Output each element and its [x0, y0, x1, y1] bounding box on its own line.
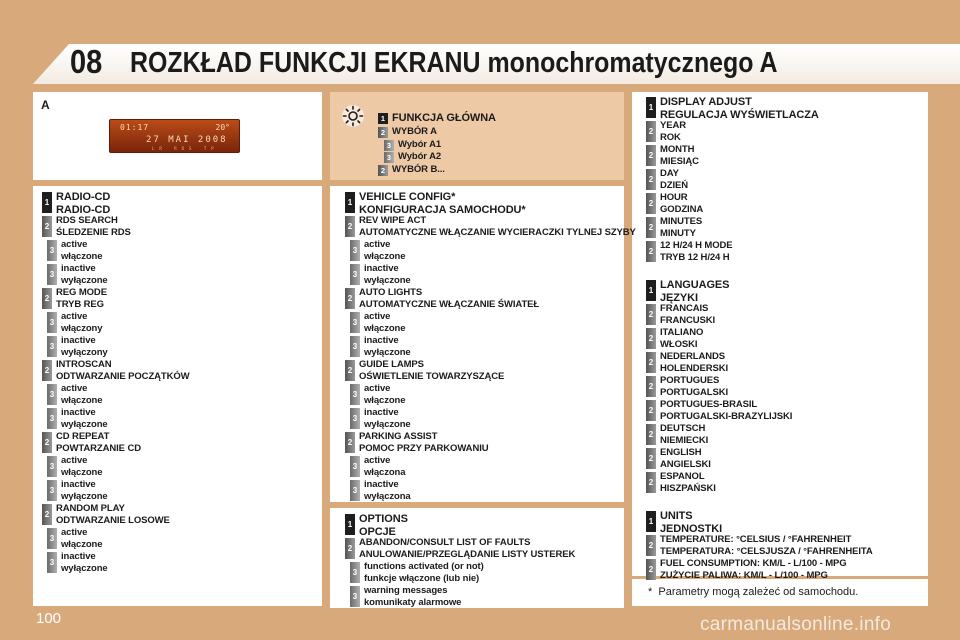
entry-line: HOUR: [660, 192, 688, 203]
level-2-badge: 2: [42, 360, 52, 381]
level-2-badge: 2: [646, 169, 656, 190]
display-adjust-entry: [660, 96, 819, 121]
lcd-indicators: LR RDS TP: [152, 146, 219, 151]
entry-line: ODTWARZANIE LOSOWE: [56, 514, 170, 526]
entry-line: DISPLAY ADJUST: [660, 96, 752, 108]
main-function-entry: [398, 139, 441, 151]
footnote-text: Parametry mogą zależeć od samochodu.: [658, 586, 859, 598]
entry-line: NIEMIECKI: [660, 434, 709, 446]
level-2-badge: 2: [345, 360, 355, 381]
entry-line: active: [364, 383, 391, 394]
display-adjust-entry: [660, 144, 699, 167]
level-2-badge: 2: [646, 448, 656, 469]
vehicle-entry: [364, 383, 405, 407]
entry-line: TRYB REG: [56, 298, 104, 310]
entry-line: wyłączona: [364, 491, 411, 502]
vehicle-entry: [359, 287, 539, 310]
entry-line: JĘZYKI: [660, 291, 698, 304]
entry-line: wyłączone: [61, 491, 108, 502]
entry-line: włączone: [61, 539, 103, 550]
radio-entry: [56, 215, 131, 238]
level-2-badge: 2: [646, 328, 656, 349]
chapter-number: 08: [70, 43, 103, 80]
page-number: 100: [36, 610, 62, 627]
entry-line: 12 H/24 H MODE: [660, 240, 733, 251]
level-2-badge: 2: [378, 165, 388, 176]
entry-line: TRYB 12 H/24 H: [660, 251, 730, 263]
entry-line: inactive: [61, 335, 96, 346]
entry-line: RADIO-CD: [56, 203, 111, 216]
level-2-badge: 2: [646, 376, 656, 397]
entry-line: KONFIGURACJA SAMOCHODU*: [359, 203, 526, 216]
entry-line: NEDERLANDS: [660, 351, 725, 362]
entry-line: RANDOM PLAY: [56, 503, 125, 514]
level-1-badge: 1: [646, 511, 656, 532]
footnote: [648, 586, 858, 598]
entry-line: HOLENDERSKI: [660, 362, 729, 374]
entry-line: włączone: [364, 323, 406, 334]
display-adjust-entry: [660, 240, 733, 263]
display-adjust-entry: [660, 399, 792, 422]
entry-line: włączone: [61, 467, 103, 478]
vehicle-entry: [364, 311, 405, 335]
display-adjust-entry: [660, 120, 686, 143]
entry-line: CD REPEAT: [56, 431, 110, 442]
entry-line: inactive: [61, 479, 96, 490]
level-3-badge: 3: [350, 264, 360, 285]
entry-line: włączony: [61, 323, 103, 334]
level-1-badge: 1: [345, 514, 355, 535]
lcd-temperature: 20°: [215, 123, 230, 132]
radio-entry: [61, 239, 102, 263]
entry-line: VEHICLE CONFIG*: [359, 191, 456, 203]
entry-line: funkcje włączone (lub nie): [364, 573, 480, 584]
entry-line: ITALIANO: [660, 327, 704, 338]
entry-line: functions activated (or not): [364, 561, 484, 572]
level-2-badge: 2: [646, 559, 656, 580]
radio-entry: [56, 431, 141, 454]
page-title: ROZKŁAD FUNKCJI EKRANU monochromatycznego A: [130, 47, 778, 79]
main-function-entry: [392, 112, 496, 125]
display-adjust-entry: [660, 558, 847, 581]
entry-line: REV WIPE ACT: [359, 215, 427, 226]
display-adjust-entry: [660, 279, 729, 304]
entry-line: wyłączone: [61, 563, 108, 574]
entry-line: inactive: [364, 335, 399, 346]
lcd-time: 01:17: [120, 123, 150, 132]
level-2-badge: 2: [646, 145, 656, 166]
entry-line: TEMPERATURE: °CELSIUS / °FAHRENHEIT: [660, 534, 852, 545]
vehicle-entry: [364, 335, 411, 359]
level-3-badge: 3: [47, 528, 57, 549]
entry-line: FRANCUSKI: [660, 314, 716, 326]
entry-line: PORTUGUES-BRASIL: [660, 399, 758, 410]
lcd-display-image: [109, 119, 240, 153]
level-3-badge: 3: [47, 456, 57, 477]
level-2-badge: 2: [646, 304, 656, 325]
radio-entry: [61, 383, 102, 407]
radio-entry: [61, 479, 108, 503]
entry-line: YEAR: [660, 120, 686, 131]
vehicle-entry: [359, 431, 489, 454]
level-2-badge: 2: [345, 216, 355, 237]
level-3-badge: 3: [384, 152, 394, 163]
level-2-badge: 2: [646, 121, 656, 142]
display-adjust-entry: [660, 303, 715, 326]
vehicle-entry: [359, 215, 636, 238]
entry-line: PARKING ASSIST: [359, 431, 438, 442]
level-3-badge: 3: [384, 140, 394, 151]
radio-entry: [56, 191, 110, 216]
entry-line: wyłączone: [364, 419, 411, 430]
radio-entry: [61, 527, 102, 551]
entry-line: LANGUAGES: [660, 279, 730, 291]
radio-entry: [61, 335, 108, 359]
display-adjust-entry: [660, 168, 688, 191]
entry-line: active: [364, 239, 391, 250]
display-adjust-entry: [660, 351, 728, 374]
entry-line: włączone: [61, 395, 103, 406]
options-entry: [359, 537, 575, 560]
radio-entry: [61, 455, 102, 479]
entry-line: WŁOSKI: [660, 338, 698, 350]
level-2-badge: 2: [345, 432, 355, 453]
level-3-badge: 3: [350, 384, 360, 405]
entry-line: UNITS: [660, 510, 693, 522]
level-3-badge: 3: [350, 586, 360, 607]
vehicle-entry: [364, 239, 405, 263]
display-adjust-entry: [660, 471, 716, 494]
entry-line: wyłączone: [364, 275, 411, 286]
entry-line: OPTIONS: [359, 513, 408, 525]
entry-line: MONTH: [660, 144, 695, 155]
level-3-badge: 3: [350, 456, 360, 477]
entry-line: GUIDE LAMPS: [359, 359, 424, 370]
level-3-badge: 3: [47, 336, 57, 357]
level-3-badge: 3: [350, 240, 360, 261]
main-function-entry: [398, 151, 441, 163]
level-3-badge: 3: [47, 480, 57, 501]
entry-line: ŚLEDZENIE RDS: [56, 226, 131, 238]
display-adjust-entry: [660, 327, 703, 350]
entry-line: włączona: [364, 467, 406, 478]
level-2-badge: 2: [646, 241, 656, 262]
entry-line: active: [61, 383, 88, 394]
entry-line: wyłączone: [61, 275, 108, 286]
entry-line: inactive: [61, 263, 96, 274]
level-2-badge: 2: [646, 400, 656, 421]
main-function-entry: [392, 164, 445, 176]
entry-line: WYBÓR B...: [392, 164, 445, 175]
entry-line: REG MODE: [56, 287, 107, 298]
entry-line: INTROSCAN: [56, 359, 112, 370]
entry-line: JEDNOSTKI: [660, 522, 723, 535]
radio-entry: [56, 503, 170, 526]
entry-line: inactive: [61, 551, 96, 562]
entry-line: DEUTSCH: [660, 423, 706, 434]
level-2-badge: 2: [345, 538, 355, 559]
entry-line: inactive: [61, 407, 96, 418]
entry-line: active: [61, 455, 88, 466]
level-3-badge: 3: [47, 312, 57, 333]
entry-line: włączone: [364, 251, 406, 262]
display-adjust-entry: [660, 534, 873, 557]
display-adjust-entry: [660, 375, 728, 398]
level-2-badge: 2: [646, 193, 656, 214]
entry-line: FUNKCJA GŁÓWNA: [392, 112, 496, 124]
entry-line: DAY: [660, 168, 679, 179]
lcd-date: 27 MAI 2008: [146, 135, 228, 145]
level-3-badge: 3: [350, 408, 360, 429]
entry-line: PORTUGALSKI: [660, 386, 729, 398]
footnote-marker: *: [648, 586, 653, 598]
entry-line: inactive: [364, 263, 399, 274]
entry-line: wyłączony: [61, 347, 108, 358]
options-entry: [364, 561, 484, 585]
options-entry: [364, 585, 461, 609]
vehicle-entry: [359, 359, 504, 382]
display-adjust-entry: [660, 192, 703, 215]
level-3-badge: 3: [47, 552, 57, 573]
entry-line: FRANCAIS: [660, 303, 709, 314]
level-3-badge: 3: [47, 384, 57, 405]
panel-main-function: [330, 92, 624, 180]
options-entry: [359, 513, 408, 538]
entry-line: RADIO-CD: [56, 191, 111, 203]
display-adjust-entry: [660, 510, 722, 535]
entry-line: FUEL CONSUMPTION: KM/L - L/100 - MPG: [660, 558, 847, 569]
entry-line: active: [364, 455, 391, 466]
main-function-entry: [392, 126, 437, 138]
entry-line: ANULOWANIE/PRZEGLĄDANIE LISTY USTEREK: [359, 548, 576, 560]
level-2-badge: 2: [646, 352, 656, 373]
entry-line: warning messages: [364, 585, 448, 596]
entry-line: włączone: [364, 395, 406, 406]
entry-line: AUTOMATYCZNE WŁĄCZANIE ŚWIATEŁ: [359, 298, 540, 310]
radio-entry: [61, 551, 108, 575]
entry-line: MINUTY: [660, 227, 696, 239]
level-3-badge: 3: [47, 264, 57, 285]
entry-line: TEMPERATURA: °CELSJUSZA / °FAHRENHEITA: [660, 545, 873, 557]
entry-line: MIESIĄC: [660, 155, 699, 167]
level-3-badge: 3: [47, 408, 57, 429]
level-2-badge: 2: [646, 535, 656, 556]
vehicle-entry: [364, 407, 411, 431]
entry-line: active: [61, 311, 88, 322]
radio-entry: [61, 407, 108, 431]
level-2-badge: 2: [42, 288, 52, 309]
entry-line: ABANDON/CONSULT LIST OF FAULTS: [359, 537, 531, 548]
entry-line: wyłączone: [364, 347, 411, 358]
radio-entry: [61, 311, 102, 335]
level-3-badge: 3: [350, 562, 360, 583]
entry-line: active: [364, 311, 391, 322]
display-adjust-entry: [660, 423, 708, 446]
entry-line: inactive: [364, 479, 399, 490]
entry-line: active: [61, 239, 88, 250]
entry-line: ENGLISH: [660, 447, 702, 458]
entry-line: PORTUGUES: [660, 375, 720, 386]
entry-line: ROK: [660, 131, 681, 143]
radio-entry: [61, 263, 108, 287]
entry-line: GODZINA: [660, 203, 704, 215]
level-2-badge: 2: [646, 472, 656, 493]
entry-line: POWTARZANIE CD: [56, 442, 141, 454]
entry-line: POMOC PRZY PARKOWANIU: [359, 442, 489, 454]
entry-line: Wybór A2: [398, 151, 442, 162]
radio-entry: [56, 287, 107, 310]
vehicle-entry: [364, 455, 405, 479]
vehicle-entry: [364, 263, 411, 287]
entry-line: ZUŻYCIE PALIWA: KM/L - L/100 - MPG: [660, 569, 828, 581]
level-3-badge: 3: [350, 312, 360, 333]
entry-line: AUTOMATYCZNE WŁĄCZANIE WYCIERACZKI TYLNEJ SZYBY: [359, 226, 636, 238]
level-2-badge: 2: [42, 504, 52, 525]
level-3-badge: 3: [350, 480, 360, 501]
vehicle-entry: [364, 479, 411, 503]
entry-line: ESPANOL: [660, 471, 705, 482]
entry-line: RDS SEARCH: [56, 215, 118, 226]
entry-line: Wybór A1: [398, 139, 442, 150]
entry-line: HISZPAŃSKI: [660, 482, 716, 494]
level-1-badge: 1: [345, 192, 355, 213]
display-adjust-entry: [660, 216, 702, 239]
entry-line: REGULACJA WYŚWIETLACZA: [660, 108, 819, 121]
level-2-badge: 2: [646, 424, 656, 445]
level-1-badge: 1: [646, 280, 656, 301]
watermark: carmanualsonline.info: [700, 614, 892, 635]
level-2-badge: 2: [378, 127, 388, 138]
entry-line: ANGIELSKI: [660, 458, 711, 470]
entry-line: MINUTES: [660, 216, 703, 227]
entry-line: OŚWIETLENIE TOWARZYSZĄCE: [359, 370, 505, 382]
entry-line: wyłączone: [61, 419, 108, 430]
level-1-badge: 1: [378, 113, 388, 124]
entry-line: PORTUGALSKI-BRAZYLIJSKI: [660, 410, 793, 422]
sun-icon: [341, 104, 365, 128]
level-2-badge: 2: [646, 217, 656, 238]
level-1-badge: 1: [42, 192, 52, 213]
level-1-badge: 1: [646, 97, 656, 118]
entry-line: AUTO LIGHTS: [359, 287, 423, 298]
entry-line: DZIEŃ: [660, 179, 689, 191]
vehicle-entry: [359, 191, 526, 216]
level-3-badge: 3: [47, 240, 57, 261]
level-3-badge: 3: [350, 336, 360, 357]
entry-line: włączone: [61, 251, 103, 262]
level-2-badge: 2: [42, 432, 52, 453]
entry-line: WYBÓR A: [392, 126, 437, 137]
display-adjust-entry: [660, 447, 711, 470]
level-2-badge: 2: [42, 216, 52, 237]
entry-line: active: [61, 527, 88, 538]
entry-line: ODTWARZANIE POCZĄTKÓW: [56, 370, 190, 382]
display-label: A: [41, 98, 50, 112]
entry-line: inactive: [364, 407, 399, 418]
level-2-badge: 2: [345, 288, 355, 309]
entry-line: komunikaty alarmowe: [364, 597, 462, 608]
radio-entry: [56, 359, 190, 382]
entry-line: OPCJE: [359, 525, 396, 538]
